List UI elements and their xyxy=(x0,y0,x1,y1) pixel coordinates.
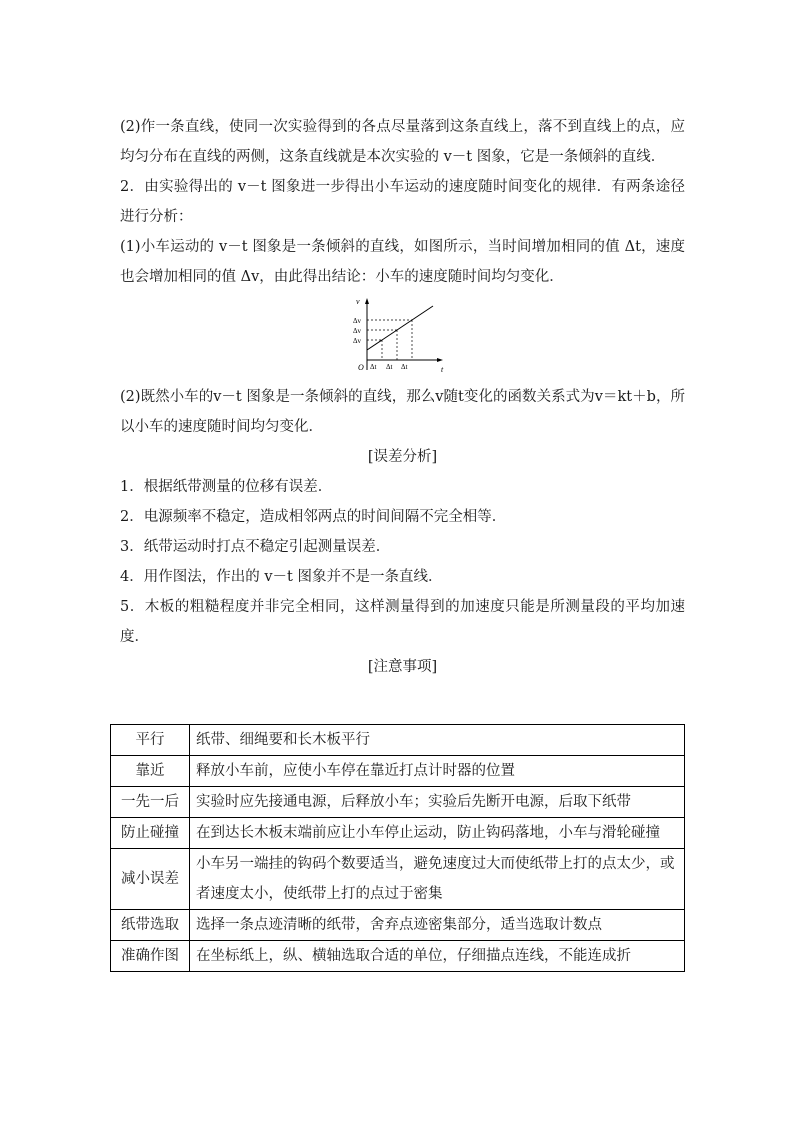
paragraph-line-fit: (2)作一条直线，使同一次实验得到的各点尽量落到这条直线上，落不到直线上的点，应均匀分布在直线的两侧，这条直线就是本次实验的 v－t 图象，它是一条倾斜的直线． xyxy=(120,119,685,165)
note-key: 纸带选取 xyxy=(111,910,190,941)
note-key: 防止碰撞 xyxy=(111,818,190,849)
note-value: 释放小车前，应使小车停在靠近打点计时器的位置 xyxy=(190,756,685,787)
dv-label: Δv xyxy=(353,337,362,345)
error-item: 3．纸带运动时打点不稳定引起测量误差． xyxy=(120,539,391,555)
note-value: 实验时应先接通电源，后释放小车；实验后先断开电源，后取下纸带 xyxy=(190,787,685,818)
table-row xyxy=(111,849,685,910)
note-key: 准确作图 xyxy=(111,941,190,972)
notes-table xyxy=(110,724,685,972)
error-item: 4．用作图法，作出的 v－t 图象并不是一条直线． xyxy=(120,569,443,585)
note-key: 减小误差 xyxy=(111,849,190,910)
dt-label: Δt xyxy=(386,363,393,371)
dv-label: Δv xyxy=(353,317,362,325)
heading-notes: [注意事项] xyxy=(367,659,438,675)
vt-line xyxy=(367,306,433,350)
dv-label: Δv xyxy=(353,327,362,335)
error-item: 1．根据纸带测量的位移有误差． xyxy=(120,479,333,495)
vt-figure xyxy=(120,296,685,376)
v-axis-arrow xyxy=(365,298,369,304)
note-value: 在坐标纸上，纵、横轴选取合适的单位，仔细描点连线，不能连成折 xyxy=(190,941,685,972)
note-value: 选择一条点迹清晰的纸带，舍弃点迹密集部分，适当选取计数点 xyxy=(190,910,685,941)
t-axis-label: t xyxy=(441,365,444,374)
document-body xyxy=(120,112,685,682)
dt-label: Δt xyxy=(401,363,408,371)
vt-graph xyxy=(353,296,457,376)
heading-error-analysis: [误差分析] xyxy=(367,449,438,465)
table-row xyxy=(111,818,685,849)
paragraph-function: (2)既然小车的v－t 图象是一条倾斜的直线，那么v随t变化的函数关系式为v＝kt＋b，所以小车的速度随时间均匀变化． xyxy=(120,389,685,435)
note-key: 靠近 xyxy=(111,756,190,787)
paragraph-vt-graph: (1)小车运动的 v－t 图象是一条倾斜的直线，如图所示，当时间增加相同的值 Δt，速度也会增加相同的值 Δv，由此得出结论：小车的速度随时间均匀变化． xyxy=(120,239,685,285)
origin-label: O xyxy=(358,363,364,372)
table-row xyxy=(111,910,685,941)
note-value: 小车另一端挂的钩码个数要适当，避免速度过大而使纸带上打的点太少，或者速度太小，使纸带上打的点过于密集 xyxy=(190,849,685,910)
table-row xyxy=(111,756,685,787)
error-item: 5．木板的粗糙程度并非完全相同，这样测量得到的加速度只能是所测量段的平均加速度． xyxy=(120,599,685,645)
dashed-guides xyxy=(367,320,412,360)
v-axis-label: v xyxy=(356,297,360,306)
paragraph-analysis-intro: 2．由实验得出的 v－t 图象进一步得出小车运动的速度随时间变化的规律．有两条途径进行分析： xyxy=(120,179,685,225)
note-value: 在到达长木板末端前应让小车停止运动，防止钩码落地，小车与滑轮碰撞 xyxy=(190,818,685,849)
table-row xyxy=(111,725,685,756)
note-key: 一先一后 xyxy=(111,787,190,818)
error-item: 2．电源频率不稳定，造成相邻两点的时间间隔不完全相等． xyxy=(120,509,507,525)
note-key: 平行 xyxy=(111,725,190,756)
table-row xyxy=(111,941,685,972)
dt-label: Δt xyxy=(370,363,377,371)
table-row xyxy=(111,787,685,818)
t-axis-arrow xyxy=(437,358,443,362)
note-value: 纸带、细绳要和长木板平行 xyxy=(190,725,685,756)
